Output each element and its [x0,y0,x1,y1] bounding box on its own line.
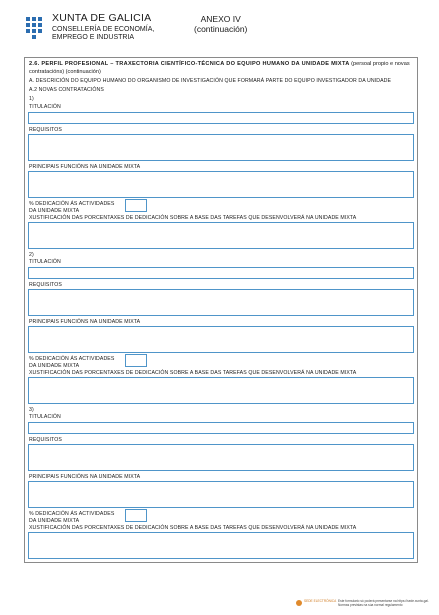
brand-name: XUNTA DE GALICIA [52,12,152,24]
requisitos-field[interactable] [28,444,414,471]
requisitos-label: REQUISITOS [29,282,62,288]
section-title: 2.6. PERFIL PROFESIONAL – TRAXECTORIA CIENTÍFICO-TÉCNICA DO EQUIPO HUMANO DA UNIDADE MIXTA [29,61,350,67]
subsection-a-label: A. DESCRICIÓN DO EQUIPO HUMANO DO ORGANISMO DE INVESTIGACIÓN QUE FORMARÁ PARTE DO EQUIPO INVESTIGADOR DA UNIDADE [29,78,392,84]
titulacion-label: TITULACIÓN [29,104,61,110]
footer-note: Este formulario só poderá presentarse na https://sede.xunta.gal. Normas previstas na súa normal regulamento [338,599,429,607]
funcions-field[interactable] [28,326,414,353]
titulacion-label: TITULACIÓN [29,259,61,265]
entry-number: 3) [29,407,34,413]
dedicacion-label: % DEDICACIÓN ÁS ACTIVIDADES [29,511,115,517]
xunta-logo [22,12,162,56]
titulacion-field[interactable] [28,267,414,279]
document-header [22,12,422,60]
xunta-emblem-icon [22,14,46,42]
dedicacion-label: % DEDICACIÓN ÁS ACTIVIDADES [29,201,115,207]
requisitos-label: REQUISITOS [29,437,62,443]
section-note: (persoal propio e novas contratacións) (continuación) [29,61,410,75]
requisitos-label: REQUISITOS [29,127,62,133]
annex-title: ANEXO IV [200,14,241,24]
funcions-field[interactable] [28,171,414,198]
dedicacion-field[interactable] [125,354,147,367]
titulacion-field[interactable] [28,422,414,434]
dedicacion-label-2: DA UNIDADE MIXTA [29,363,80,369]
xustificacion-field[interactable] [28,377,414,404]
dedicacion-label: % DEDICACIÓN ÁS ACTIVIDADES [29,356,115,362]
funcions-label: PRINCIPAIS FUNCIÓNS NA UNIDADE MIXTA [29,164,141,170]
entry-number: 2) [29,252,34,258]
dedicacion-label-2: DA UNIDADE MIXTA [29,208,80,214]
xustificacion-label: XUSTIFICACIÓN DAS PORCENTAXES DE DEDICACIÓN SOBRE A BASE DAS TAREFAS QUE DESENVOLVERÁ NA UNIDADE MIXTA [29,370,357,376]
section-heading [29,61,415,76]
funcions-label: PRINCIPAIS FUNCIÓNS NA UNIDADE MIXTA [29,474,141,480]
funcions-field[interactable] [28,481,414,508]
subsection-a2-label: A.2 NOVAS CONTRATACIÓNS [29,87,104,93]
titulacion-field[interactable] [28,112,414,124]
department-name: CONSELLERÍA DE ECONOMÍA, EMPREGO E INDUSTRIA [52,26,155,41]
sede-electronica-icon [296,600,302,606]
xustificacion-label: XUSTIFICACIÓN DAS PORCENTAXES DE DEDICACIÓN SOBRE A BASE DAS TAREFAS QUE DESENVOLVERÁ NA UNIDADE MIXTA [29,215,357,221]
sede-electronica-label: SEDE ELECTRÓNICA [304,599,337,603]
entry-number: 1) [29,96,34,102]
page-footer [296,599,436,611]
requisitos-field[interactable] [28,134,414,161]
xustificacion-field[interactable] [28,532,414,559]
funcions-label: PRINCIPAIS FUNCIÓNS NA UNIDADE MIXTA [29,319,141,325]
xustificacion-label: XUSTIFICACIÓN DAS PORCENTAXES DE DEDICACIÓN SOBRE A BASE DAS TAREFAS QUE DESENVOLVERÁ NA UNIDADE MIXTA [29,525,357,531]
xustificacion-field[interactable] [28,222,414,249]
dedicacion-label-2: DA UNIDADE MIXTA [29,518,80,524]
form-frame [24,57,418,563]
annex-subtitle: (continuación) [194,24,248,34]
titulacion-label: TITULACIÓN [29,414,61,420]
dedicacion-field[interactable] [125,509,147,522]
requisitos-field[interactable] [28,289,414,316]
dedicacion-field[interactable] [125,199,147,212]
annex-heading [194,14,247,34]
